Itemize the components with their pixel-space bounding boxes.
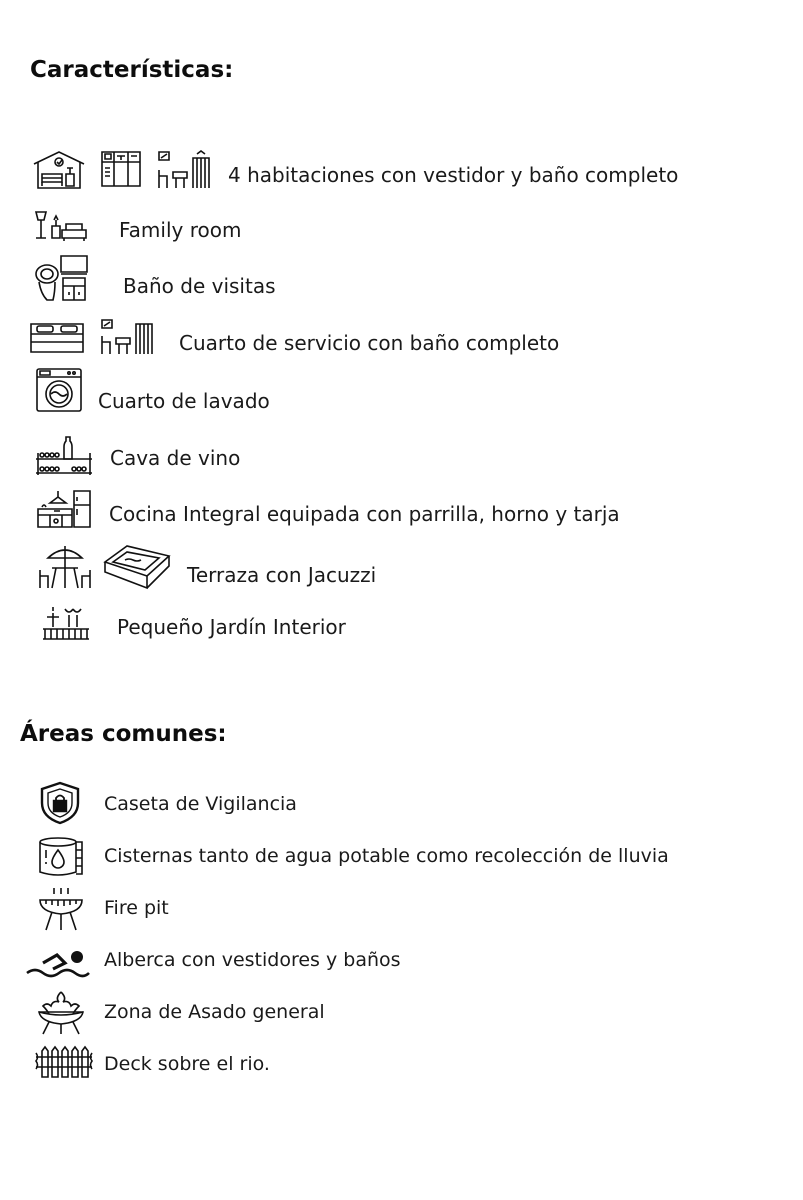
bathroom-icon xyxy=(157,150,211,190)
bathroom-icon xyxy=(100,318,154,356)
feature-label: Cuarto de servicio con baño completo xyxy=(179,331,560,355)
grill-icon xyxy=(38,886,84,932)
wardrobe-icon xyxy=(100,150,142,188)
feature-label: Terraza con Jacuzzi xyxy=(187,563,377,587)
feature-label: Family room xyxy=(119,218,242,242)
feature-label: Baño de visitas xyxy=(123,274,276,298)
fire-pit-icon xyxy=(37,990,85,1036)
toilet-vanity-icon xyxy=(33,254,89,302)
swimmer-icon xyxy=(25,949,91,979)
features-heading: Características: xyxy=(30,57,234,83)
garden-icon xyxy=(41,603,91,641)
common-area-label: Deck sobre el rio. xyxy=(104,1053,270,1075)
feature-label: Cava de vino xyxy=(110,446,241,470)
jacuzzi-icon xyxy=(103,542,171,590)
washing-machine-icon xyxy=(35,367,83,413)
common-area-label: Cisternas tanto de agua potable como recolección de lluvia xyxy=(104,845,669,867)
wine-rack-icon xyxy=(34,433,94,475)
common-area-label: Alberca con vestidores y baños xyxy=(104,949,401,971)
patio-table-icon xyxy=(38,544,92,590)
living-room-icon xyxy=(34,210,88,242)
bedroom-house-icon xyxy=(32,150,86,190)
water-tank-icon xyxy=(38,836,84,878)
feature-label: 4 habitaciones con vestidor y baño completo xyxy=(228,163,679,187)
bed-icon xyxy=(29,320,85,354)
kitchen-icon xyxy=(36,489,92,529)
common-area-label: Fire pit xyxy=(104,897,169,919)
feature-label: Pequeño Jardín Interior xyxy=(117,615,346,639)
common-area-label: Caseta de Vigilancia xyxy=(104,793,297,815)
feature-label: Cuarto de lavado xyxy=(98,389,270,413)
common-areas-heading: Áreas comunes: xyxy=(20,721,227,747)
common-area-label: Zona de Asado general xyxy=(104,1001,325,1023)
feature-label: Cocina Integral equipada con parrilla, horno y tarja xyxy=(109,502,620,526)
fence-icon xyxy=(34,1045,94,1079)
security-shield-icon xyxy=(38,781,82,825)
